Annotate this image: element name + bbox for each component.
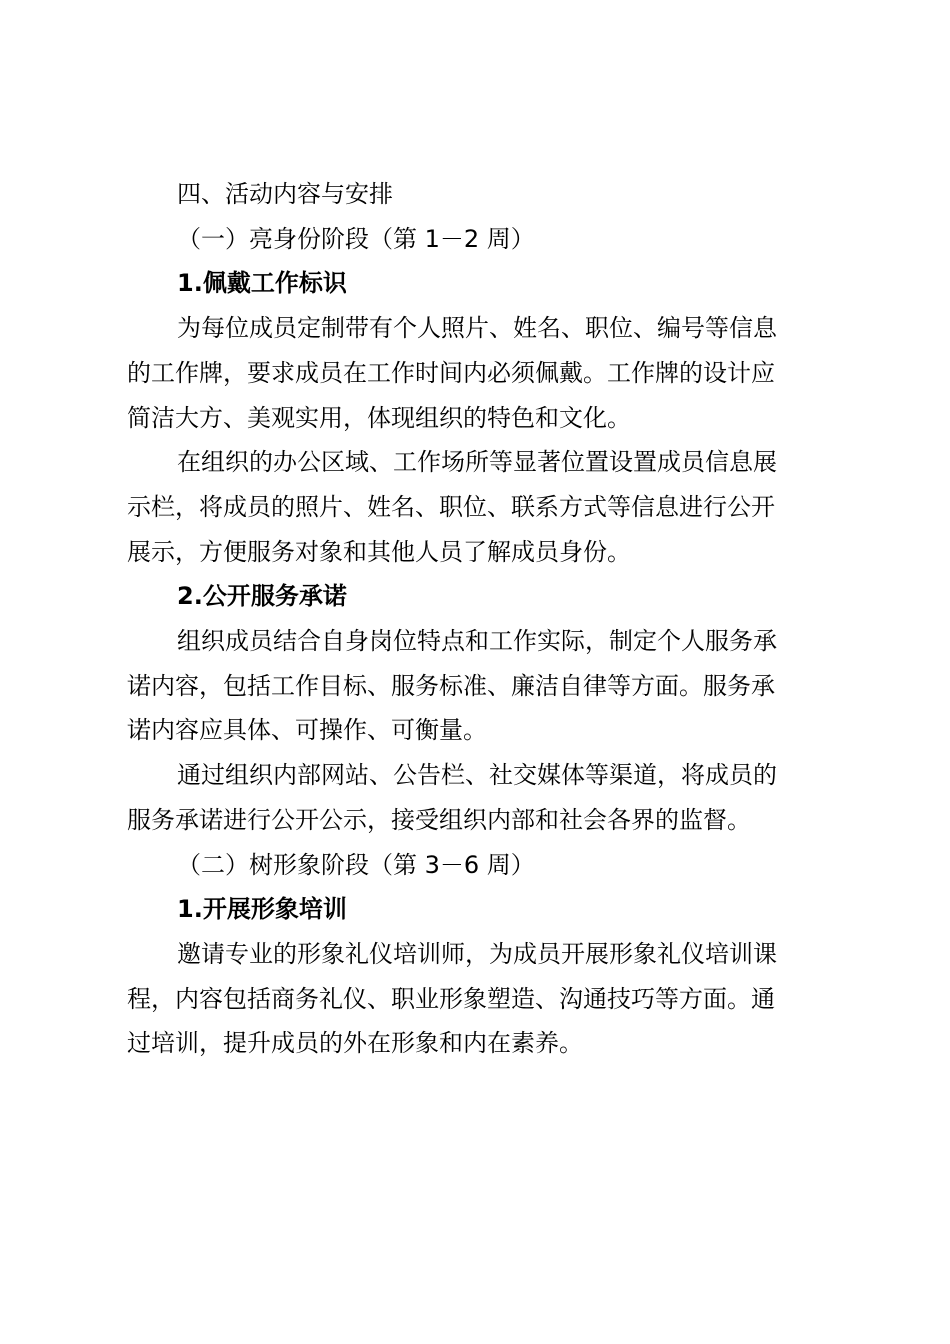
paragraph-line: 诺内容应具体、可操作、可衡量。 — [127, 716, 487, 745]
paragraph-line: 在组织的办公区域、工作场所等显著位置设置成员信息展 — [177, 448, 777, 477]
item-heading-service-pledge: 2.公开服务承诺 — [177, 582, 347, 611]
paragraph-pledge-content — [127, 619, 819, 753]
paragraph-line: 邀请专业的形象礼仪培训师，为成员开展形象礼仪培训课 — [177, 939, 777, 968]
section-heading: 四、活动内容与安排 — [177, 180, 393, 208]
paragraph-badge — [127, 306, 819, 440]
paragraph-line: 简洁大方、美观实用，体现组织的特色和文化。 — [127, 403, 631, 432]
item-heading-image-training: 1.开展形象培训 — [177, 895, 347, 924]
paragraph-line: 通过组织内部网站、公告栏、社交媒体等渠道，将成员的 — [177, 761, 777, 790]
paragraph-info-board — [127, 440, 819, 574]
paragraph-line: 展示，方便服务对象和其他人员了解成员身份。 — [127, 537, 631, 566]
paragraph-line: 诺内容，包括工作目标、服务标准、廉洁自律等方面。服务承 — [127, 671, 775, 700]
stage-heading-1: （一）亮身份阶段（第 1－2 周） — [177, 224, 535, 253]
paragraph-line: 程，内容包括商务礼仪、职业形象塑造、沟通技巧等方面。通 — [127, 984, 775, 1013]
item-heading-wear-id: 1.佩戴工作标识 — [177, 269, 347, 298]
paragraph-line: 过培训，提升成员的外在形象和内在素养。 — [127, 1029, 583, 1058]
paragraph-training — [127, 932, 819, 1066]
paragraph-line: 为每位成员定制带有个人照片、姓名、职位、编号等信息 — [177, 314, 777, 343]
stage-heading-2: （二）树形象阶段（第 3－6 周） — [177, 850, 535, 879]
paragraph-line: 示栏，将成员的照片、姓名、职位、联系方式等信息进行公开 — [127, 492, 775, 521]
paragraph-line: 服务承诺进行公开公示，接受组织内部和社会各界的监督。 — [127, 805, 751, 834]
paragraph-pledge-publicity — [127, 753, 819, 842]
document-page — [127, 172, 819, 1066]
paragraph-line: 的工作牌，要求成员在工作时间内必须佩戴。工作牌的设计应 — [127, 358, 775, 387]
paragraph-line: 组织成员结合自身岗位特点和工作实际，制定个人服务承 — [177, 627, 777, 656]
